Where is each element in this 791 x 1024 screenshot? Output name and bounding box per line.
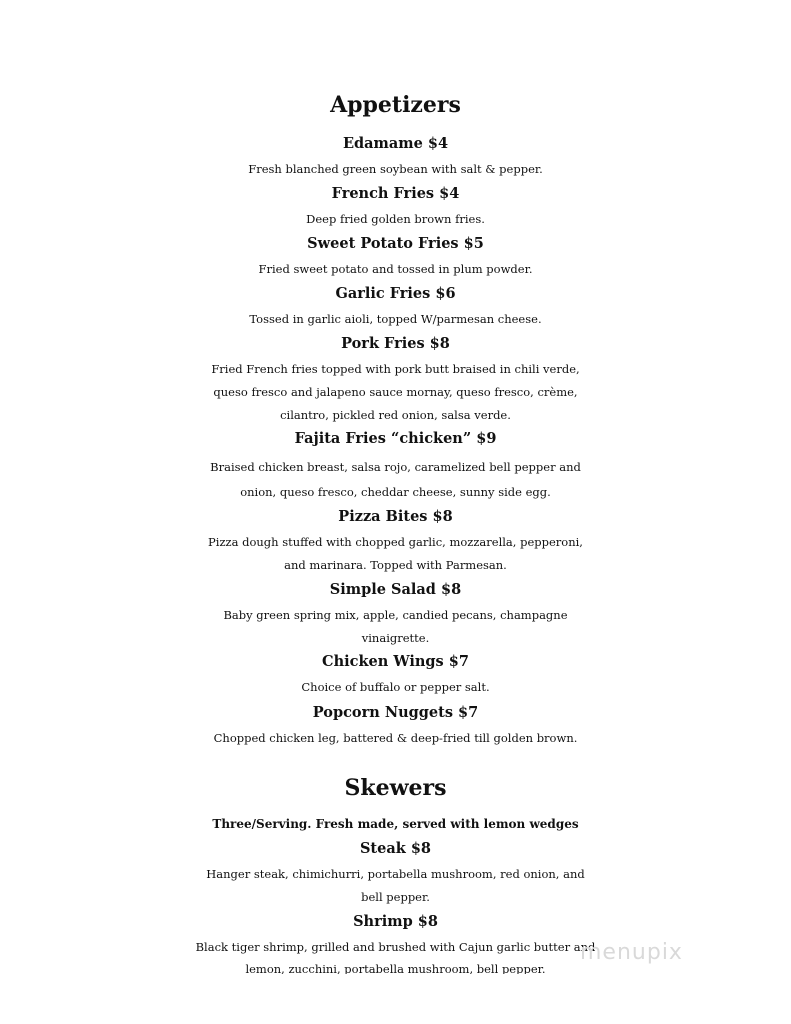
menu-item-name: Simple Salad $8 [329, 581, 462, 598]
menu-item-description: Chopped chicken leg, battered & deep-fried till golden brown. [213, 731, 578, 745]
menu-item-name: Pork Fries $8 [341, 335, 450, 352]
menu-item-description: Black tiger shrimp, grilled and brushed with Cajun garlic butter and [195, 940, 596, 954]
menu-item-description: Fresh blanched green soybean with salt & pepper. [248, 162, 543, 176]
menu-item-description: Tossed in garlic aioli, topped W/parmesan cheese. [249, 312, 542, 326]
menu-item-name: Chicken Wings $7 [322, 653, 469, 670]
menu-item-description: Braised chicken breast, salsa rojo, caramelized bell pepper and [210, 460, 581, 474]
skewers-subtitle: Three/Serving. Fresh made, served with lemon wedges [212, 817, 579, 831]
menu-item-name: Popcorn Nuggets $7 [312, 704, 479, 721]
menu-item-description: and marinara. Topped with Parmesan. [284, 558, 507, 572]
menu-item-name: French Fries $4 [331, 185, 460, 202]
menu-item-description: onion, queso fresco, cheddar cheese, sunny side egg. [240, 485, 551, 499]
menu-item-description: vinaigrette. [361, 631, 430, 645]
menu-item-description: queso fresco and jalapeno sauce mornay, queso fresco, crème, [213, 385, 578, 399]
menu-item-description: cilantro, pickled red onion, salsa verde. [280, 408, 511, 422]
menu-item-name: Steak $8 [359, 840, 432, 857]
menu-item-name: Sweet Potato Fries $5 [307, 235, 484, 252]
menu-item-description: bell pepper. [361, 890, 430, 904]
menu-item-description: Baby green spring mix, apple, candied pecans, champagne [223, 608, 568, 622]
menu-item-name: Edamame $4 [342, 135, 449, 152]
appetizers-heading: Appetizers [330, 92, 461, 118]
menu-item-name: Garlic Fries $6 [335, 285, 456, 302]
menu-item-name: Pizza Bites $8 [338, 508, 453, 525]
menu-item-description: Pizza dough stuffed with chopped garlic, mozzarella, pepperoni, [208, 535, 583, 549]
menu-item-description: Hanger steak, chimichurri, portabella mushroom, red onion, and [206, 867, 585, 881]
skewers-heading: Skewers [344, 775, 447, 801]
watermark: menupix [580, 940, 683, 965]
menu-item-description: Deep fried golden brown fries. [306, 212, 485, 226]
menu-item-description: Fried sweet potato and tossed in plum powder. [258, 262, 533, 276]
menu-item-name: Fajita Fries “chicken” $9 [294, 430, 497, 447]
menu-item-name: Shrimp $8 [353, 913, 438, 930]
menu-item-description: lemon, zucchini, portabella mushroom, bell pepper. [245, 962, 546, 974]
menu-item-description: Choice of buffalo or pepper salt. [301, 680, 490, 694]
menu-item-description: Fried French fries topped with pork butt braised in chili verde, [211, 362, 580, 376]
